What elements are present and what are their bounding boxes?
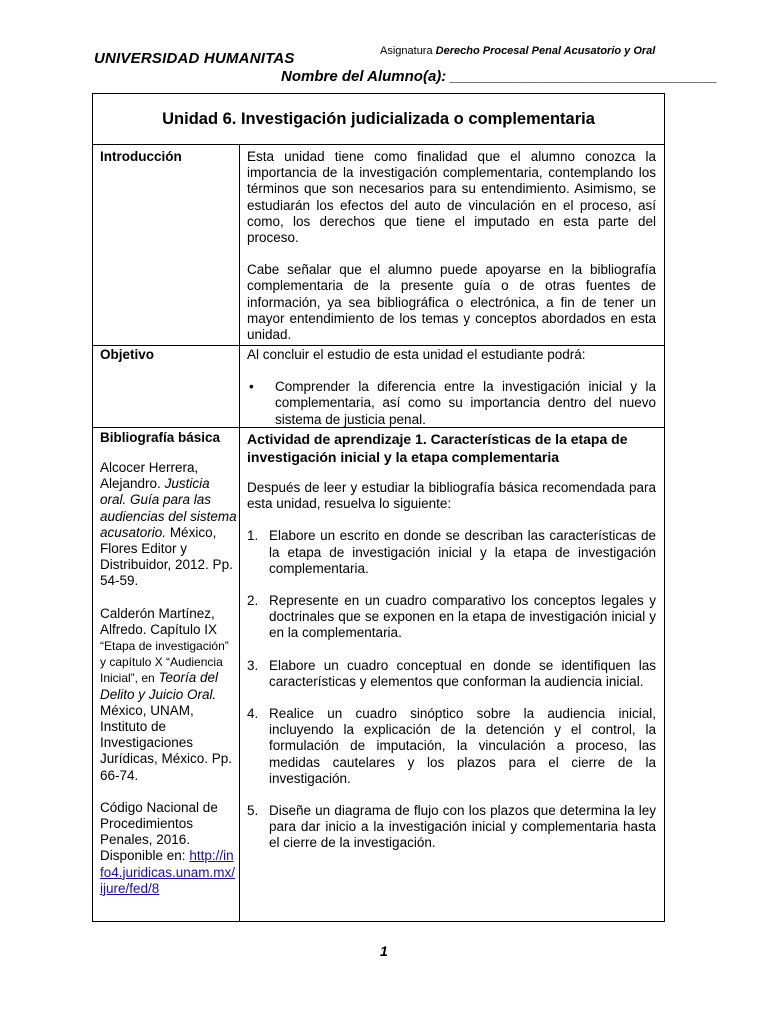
objective-lead: Al concluir el estudio de esta unidad el estudiante podrá: (247, 347, 586, 362)
item-number: 3. (247, 657, 259, 673)
objective-bullet (247, 379, 656, 428)
item-number: 2. (247, 593, 259, 609)
item-number: 5. (247, 803, 259, 819)
university-name: UNIVERSIDAD HUMANITAS (94, 50, 295, 67)
bib-ref-3-link[interactable]: http://info4.juridicas.unam.mx/ijure/fed/8 (100, 848, 236, 896)
bib-ref-1 (100, 460, 237, 590)
item-text: Realice un cuadro sinóptico sobre la audiencia inicial, incluyendo la explicación de la detención y el control, la formulación de imputación, la vinculación a proceso, las medidas cautelares y los plazos para el cierre de la investigación. (269, 706, 656, 786)
bib-ref-2-rest: México, UNAM, Instituto de Investigaciones Jurídicas, México. Pp. 66-74. (100, 702, 233, 783)
item-number: 1. (247, 528, 259, 544)
bib-ref-2-author: Calderón Martínez, Alfredo. Capítulo IX (100, 605, 218, 637)
unit-title: Unidad 6. Investigación judicializada o complementaria (93, 94, 664, 145)
intro-paragraph-1: Esta unidad tiene como finalidad que el alumno conozca la importancia de la investigación complementaria, contemplando los términos que son necesarios para su entendimiento. Asimismo, se estudiarán los efectos del auto de vinculación en el proceso, así como, los derechos que tiene el imputado en esta parte del proceso. (247, 149, 656, 246)
item-text: Elabore un cuadro conceptual en donde se identifiquen las características y elementos que conforman la audiencia inicial. (269, 657, 656, 689)
bibliography-list (100, 460, 237, 913)
bib-ref-3 (100, 800, 237, 897)
objective-text (247, 347, 656, 428)
column-divider (239, 145, 240, 921)
subject-line (380, 45, 655, 57)
intro-paragraph-2: Cabe señalar que el alumno puede apoyarse en la bibliografía complementaria de la presente guía o de otras fuentes de información, ya sea bibliográfica o electrónica, a fin de tener un mayor entendimiento de los temas y conceptos abordados en esta unidad. (247, 262, 656, 343)
list-item (247, 803, 656, 852)
bib-ref-1-title: Justicia oral. Guía para las audiencias del sistema acusatorio. (100, 476, 237, 540)
student-label: Nombre del Alumno(a): (281, 68, 447, 85)
bib-ref-1-rest: México, Flores Editor y Distribuidor, 2012. Pp. 54-59. (100, 524, 233, 589)
page-number: 1 (380, 943, 388, 959)
objective-bullet-text: Comprender la diferencia entre la investigación inicial y la complementaria, así como su importancia dentro del nuevo sistema de justicia penal. (275, 379, 656, 427)
activity-title: Actividad de aprendizaje 1. Características de la etapa de investigación inicial y la etapa complementaria (247, 431, 628, 465)
activity-list (247, 528, 656, 851)
bib-ref-2-title: Teoría del Delito y Juicio Oral. (100, 670, 219, 702)
list-item (247, 528, 656, 577)
subject-name: Derecho Procesal Penal Acusatorio y Oral (435, 45, 656, 57)
bib-ref-3-text: Código Nacional de Procedimientos Penales, 2016. Disponible en: (100, 799, 218, 864)
item-number: 4. (247, 706, 259, 722)
item-text: Represente en un cuadro comparativo los conceptos legales y doctrinales que se exponen en la etapa de investigación inicial y en la complementaria. (269, 593, 656, 641)
row-divider (93, 345, 664, 346)
bib-ref-2 (100, 606, 237, 784)
bullet-icon: • (249, 379, 254, 395)
intro-text (247, 149, 656, 343)
list-item (247, 706, 656, 787)
activity-section (247, 430, 656, 868)
bib-ref-1-author: Alcocer Herrera, Alejandro. (100, 460, 199, 492)
list-item (247, 593, 656, 642)
list-item (247, 658, 656, 690)
objective-label: Objetivo (100, 347, 155, 362)
activity-intro: Después de leer y estudiar la bibliografía básica recomendada para esta unidad, resuelva lo siguiente: (247, 480, 656, 512)
unit-table (92, 93, 665, 922)
bib-ref-2-chapters: “Etapa de investigación” y capítulo X “Audiencia Inicial”, en (100, 639, 229, 686)
item-text: Elabore un escrito en donde se describan las características de la etapa de investigación inicial y la etapa de investigación complementaria. (269, 528, 656, 576)
intro-label: Introducción (100, 149, 182, 164)
student-blank: ________________________________ (450, 68, 718, 85)
bibliography-label: Bibliografía básica (100, 430, 221, 445)
student-name-line (281, 68, 717, 85)
subject-label: Asignatura (380, 45, 433, 57)
item-text: Diseñe un diagrama de flujo con los plazos que determina la ley para dar inicio a la investigación inicial y complementaria hasta el cierre de la investigación. (269, 803, 656, 851)
